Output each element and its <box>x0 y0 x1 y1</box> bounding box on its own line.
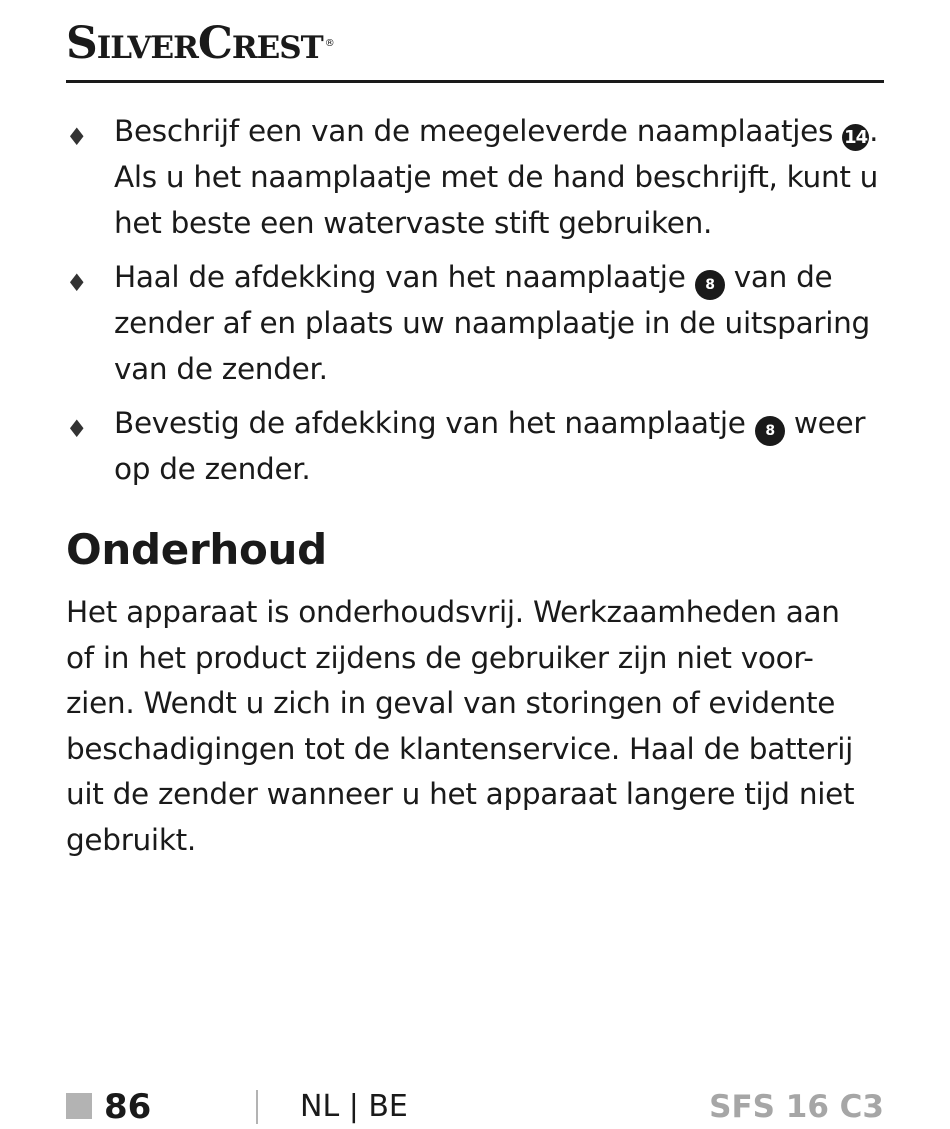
paragraph-line: Het apparaat is onderhoudsvrij. Werkzaamheden aan <box>66 595 840 629</box>
reference-number-badge: 14 <box>842 124 869 151</box>
section-paragraph <box>66 590 884 863</box>
brand-rest-rest: REST <box>231 30 323 66</box>
registered-mark: ® <box>324 38 334 49</box>
text-segment: Haal de afdekking van het naamplaatje <box>114 260 695 294</box>
list-item-text <box>114 108 884 246</box>
paragraph-line: zien. Wendt u zich in geval van storingen of evidente <box>66 686 836 720</box>
text-segment: Bevestig de afdekking van het naamplaatje <box>114 406 755 440</box>
text-line: zender af en plaats uw naamplaatje in de uitsparing <box>114 306 870 340</box>
text-line <box>114 254 884 300</box>
list-item <box>66 254 884 392</box>
list-item <box>66 108 884 246</box>
paragraph-line: of in het product zijdens de gebruiker zijn niet voor- <box>66 640 814 675</box>
model-number: SFS 16 C3 <box>709 1089 884 1125</box>
diamond-bullet-icon: ♦ <box>66 269 88 297</box>
text-line <box>114 400 884 446</box>
paragraph-line: uit de zender wanneer u het apparaat langere tijd niet <box>66 777 855 811</box>
paragraph-line: beschadigingen tot de klantenservice. Haal de batterij <box>66 731 853 766</box>
paragraph-line: gebruikt. <box>66 822 196 857</box>
brand-initial-s: S <box>66 18 97 69</box>
instruction-list <box>66 108 884 500</box>
text-line: Als u het naamplaatje met de hand beschrijft, kunt u <box>114 160 879 194</box>
locale-label: NL | BE <box>300 1089 408 1124</box>
text-segment: . <box>869 114 879 148</box>
brand-rest-ilver: ILVER <box>96 30 198 66</box>
list-item-text <box>114 254 884 392</box>
text-segment: van de <box>724 260 833 294</box>
text-line <box>114 108 884 154</box>
text-segment: Beschrijf een van de meegeleverde naamplaatjes <box>114 114 843 148</box>
text-segment: weer <box>784 406 866 440</box>
list-item-text <box>114 400 884 492</box>
page-header <box>66 14 884 83</box>
text-line: op de zender. <box>114 452 311 486</box>
footer-divider <box>256 1090 258 1124</box>
diamond-bullet-icon: ♦ <box>66 415 88 443</box>
page-number: 86 <box>104 1087 152 1127</box>
diamond-bullet-icon: ♦ <box>66 123 88 151</box>
text-line: het beste een watervaste stift gebruiken. <box>114 206 713 240</box>
brand-initial-c: C <box>197 18 232 69</box>
brand-logo <box>66 18 334 70</box>
reference-number-badge: 8 <box>695 270 725 300</box>
section-heading: Onderhoud <box>66 525 327 574</box>
footer-square-marker <box>66 1093 92 1119</box>
text-line: van de zender. <box>114 352 328 386</box>
page-footer <box>66 1085 884 1129</box>
list-item <box>66 400 884 492</box>
reference-number-badge: 8 <box>755 416 785 446</box>
